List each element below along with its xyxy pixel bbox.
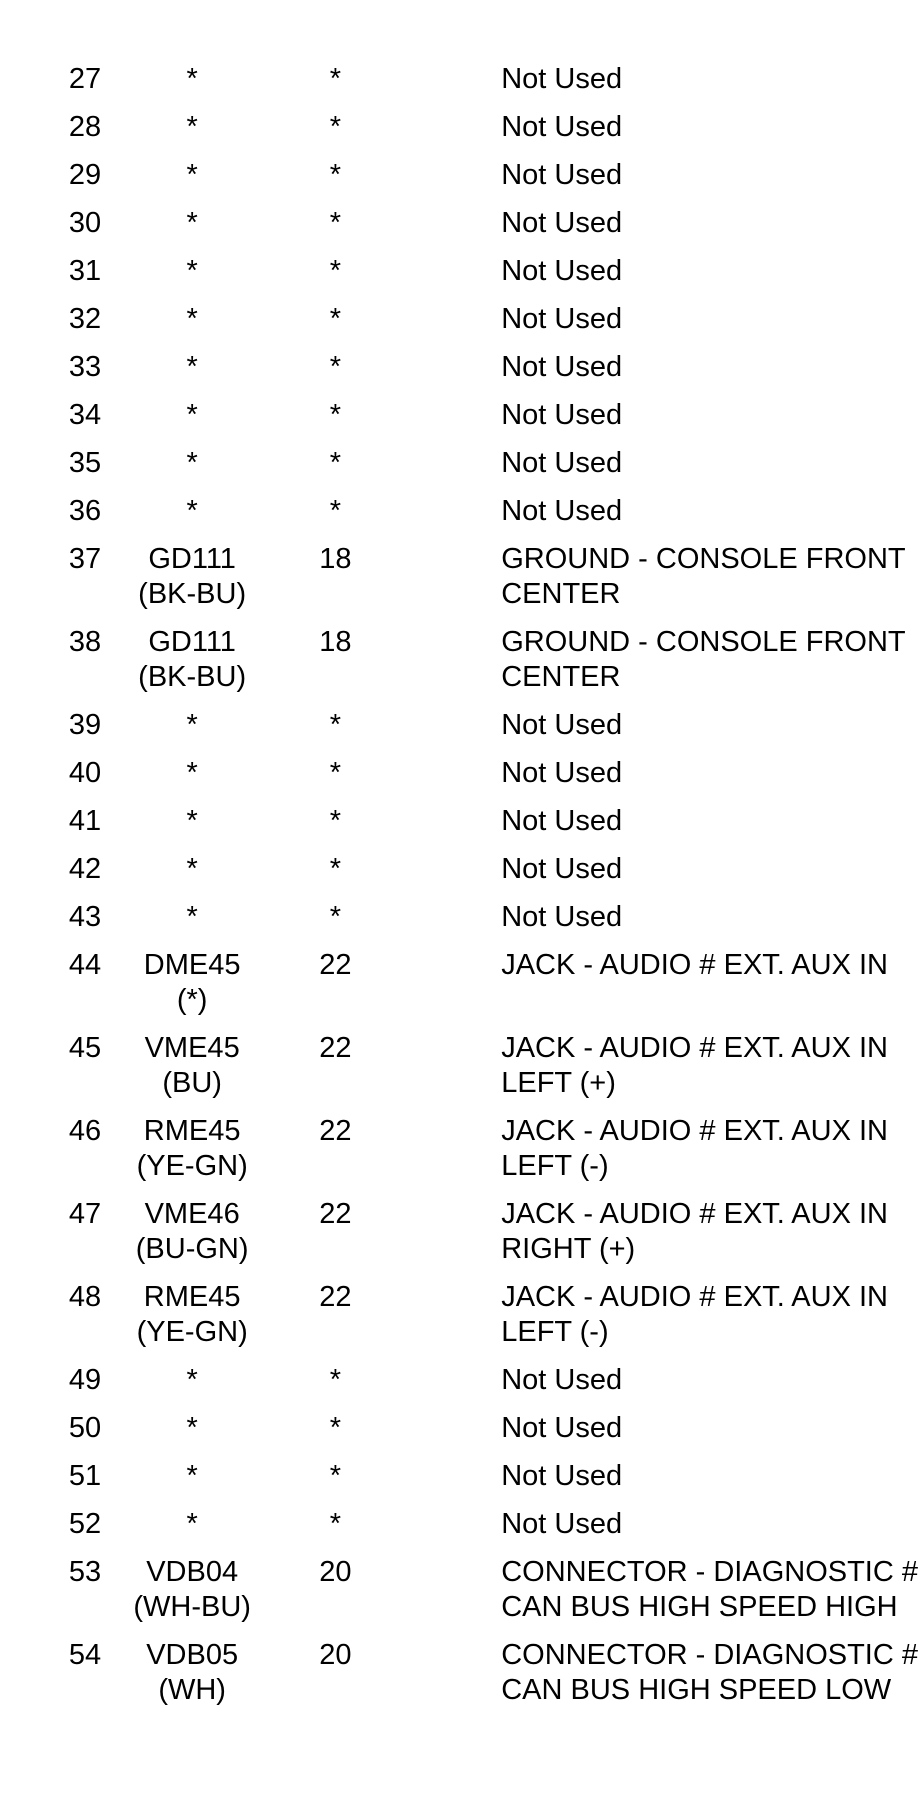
- pin-number: 39: [68, 709, 102, 741]
- wire-gauge: *: [329, 351, 342, 383]
- pin-number: 45: [68, 1032, 102, 1064]
- circuit-code: *: [186, 399, 198, 431]
- gauge-cell: [258, 254, 400, 302]
- pin-row: [0, 350, 918, 398]
- pin-number: 37: [68, 543, 102, 575]
- circuit-cell: [127, 1363, 258, 1411]
- function-cell: [399, 494, 918, 542]
- circuit-code: *: [186, 447, 198, 479]
- gauge-cell: [258, 1280, 400, 1363]
- function-text: CONNECTOR - DIAGNOSTIC #: [501, 1639, 918, 1671]
- function-cell: [399, 1459, 918, 1507]
- circuit-code: DME45: [143, 949, 241, 981]
- function-text: Not Used: [501, 1364, 623, 1396]
- gauge-cell: [258, 62, 400, 110]
- pin-number: 52: [68, 1508, 102, 1540]
- wire-gauge: *: [329, 1364, 342, 1396]
- wire-gauge: *: [329, 1412, 342, 1444]
- function-cell: [399, 625, 918, 708]
- wire-gauge: *: [329, 111, 342, 143]
- function-cell: [399, 1638, 918, 1721]
- circuit-cell: [127, 756, 258, 804]
- function-text: Not Used: [501, 255, 623, 287]
- pin-row: [0, 804, 918, 852]
- pin-number: 36: [68, 495, 102, 527]
- pin-number: 27: [68, 63, 102, 95]
- wire-gauge: 22: [319, 1281, 352, 1313]
- wire-gauge: *: [329, 901, 342, 933]
- gauge-cell: [258, 1031, 400, 1114]
- circuit-cell: [127, 158, 258, 206]
- wire-gauge: *: [329, 303, 342, 335]
- circuit-code: *: [186, 757, 198, 789]
- circuit-code: RME45: [143, 1281, 241, 1313]
- pin-number: 29: [68, 159, 102, 191]
- pin-number: 54: [68, 1639, 102, 1671]
- pin-number-cell: [0, 1197, 127, 1280]
- function-cell: [399, 446, 918, 494]
- gauge-cell: [258, 158, 400, 206]
- circuit-cell: [127, 1555, 258, 1638]
- pin-row: [0, 625, 918, 708]
- function-text: JACK - AUDIO # EXT. AUX IN: [501, 1198, 888, 1230]
- pin-number-cell: [0, 625, 127, 708]
- pin-row: [0, 1280, 918, 1363]
- wire-gauge: *: [329, 63, 342, 95]
- circuit-cell: [127, 852, 258, 900]
- circuit-cell: [127, 542, 258, 625]
- pin-number-cell: [0, 110, 127, 158]
- function-cell: [399, 708, 918, 756]
- pin-number: 44: [68, 949, 102, 981]
- wire-color: (BU-GN): [135, 1233, 249, 1265]
- function-text: LEFT (-): [501, 1316, 609, 1348]
- circuit-code: GD111: [148, 626, 236, 658]
- wire-color: (YE-GN): [136, 1150, 248, 1182]
- gauge-cell: [258, 398, 400, 446]
- gauge-cell: [258, 1507, 400, 1555]
- circuit-cell: [127, 446, 258, 494]
- pin-number: 53: [68, 1556, 102, 1588]
- circuit-code: VME45: [144, 1032, 240, 1064]
- gauge-cell: [258, 948, 400, 1031]
- function-cell: [399, 206, 918, 254]
- function-text: Not Used: [501, 303, 623, 335]
- function-cell: [399, 350, 918, 398]
- circuit-cell: [127, 1638, 258, 1721]
- circuit-code: *: [186, 1364, 198, 1396]
- circuit-cell: [127, 254, 258, 302]
- function-text: CONNECTOR - DIAGNOSTIC #: [501, 1556, 918, 1588]
- pin-number: 34: [68, 399, 102, 431]
- wire-color: (BU): [162, 1067, 222, 1099]
- circuit-code: *: [186, 255, 198, 287]
- function-cell: [399, 1280, 918, 1363]
- wire-gauge: 20: [319, 1639, 352, 1671]
- gauge-cell: [258, 756, 400, 804]
- wire-gauge: *: [329, 447, 342, 479]
- circuit-cell: [127, 1507, 258, 1555]
- circuit-code: RME45: [143, 1115, 241, 1147]
- pin-row: [0, 708, 918, 756]
- wire-gauge: *: [329, 159, 342, 191]
- function-text: LEFT (+): [501, 1067, 616, 1099]
- circuit-code: *: [186, 303, 198, 335]
- function-cell: [399, 1411, 918, 1459]
- function-cell: [399, 1031, 918, 1114]
- circuit-cell: [127, 708, 258, 756]
- circuit-cell: [127, 206, 258, 254]
- pinout-rows: [0, 62, 918, 1721]
- wire-gauge: *: [329, 709, 342, 741]
- gauge-cell: [258, 1197, 400, 1280]
- pin-row: [0, 158, 918, 206]
- wire-color: (WH): [158, 1674, 226, 1706]
- circuit-cell: [127, 62, 258, 110]
- function-text: GROUND - CONSOLE FRONT: [501, 626, 906, 658]
- wire-gauge: *: [329, 399, 342, 431]
- function-cell: [399, 158, 918, 206]
- function-text: Not Used: [501, 351, 623, 383]
- function-text: Not Used: [501, 1460, 623, 1492]
- wire-gauge: *: [329, 207, 342, 239]
- circuit-code: *: [186, 159, 198, 191]
- gauge-cell: [258, 804, 400, 852]
- function-text: CAN BUS HIGH SPEED LOW: [501, 1674, 892, 1706]
- wire-gauge: 22: [319, 1115, 352, 1147]
- pin-number-cell: [0, 206, 127, 254]
- circuit-code: *: [186, 351, 198, 383]
- function-cell: [399, 900, 918, 948]
- pin-number-cell: [0, 708, 127, 756]
- pin-number: 33: [68, 351, 102, 383]
- circuit-cell: [127, 948, 258, 1031]
- function-text: Not Used: [501, 495, 623, 527]
- pin-number-cell: [0, 948, 127, 1031]
- wire-color: (YE-GN): [136, 1316, 248, 1348]
- function-text: RIGHT (+): [501, 1233, 636, 1265]
- function-cell: [399, 254, 918, 302]
- pin-row: [0, 494, 918, 542]
- pin-number: 50: [68, 1412, 102, 1444]
- circuit-cell: [127, 1031, 258, 1114]
- gauge-cell: [258, 1555, 400, 1638]
- pin-number-cell: [0, 1638, 127, 1721]
- wire-gauge: 20: [319, 1556, 352, 1588]
- circuit-cell: [127, 1114, 258, 1197]
- function-text: JACK - AUDIO # EXT. AUX IN: [501, 1281, 888, 1313]
- function-cell: [399, 948, 918, 1031]
- pin-number: 38: [68, 626, 102, 658]
- circuit-cell: [127, 350, 258, 398]
- circuit-code: *: [186, 111, 198, 143]
- pin-number: 35: [68, 447, 102, 479]
- function-text: CAN BUS HIGH SPEED HIGH: [501, 1591, 898, 1623]
- pin-row: [0, 1555, 918, 1638]
- circuit-cell: [127, 804, 258, 852]
- circuit-cell: [127, 900, 258, 948]
- pin-number-cell: [0, 254, 127, 302]
- pin-row: [0, 852, 918, 900]
- pin-row: [0, 756, 918, 804]
- pin-number: 49: [68, 1364, 102, 1396]
- pin-number-cell: [0, 1411, 127, 1459]
- wire-gauge: 18: [319, 543, 352, 575]
- circuit-cell: [127, 398, 258, 446]
- pin-row: [0, 948, 918, 1031]
- gauge-cell: [258, 446, 400, 494]
- wire-gauge: *: [329, 1508, 342, 1540]
- function-text: Not Used: [501, 159, 623, 191]
- gauge-cell: [258, 302, 400, 350]
- pin-number-cell: [0, 1280, 127, 1363]
- pin-number: 42: [68, 853, 102, 885]
- function-cell: [399, 1114, 918, 1197]
- circuit-code: VME46: [144, 1198, 240, 1230]
- circuit-cell: [127, 1459, 258, 1507]
- function-text: JACK - AUDIO # EXT. AUX IN: [501, 949, 888, 981]
- pin-row: [0, 900, 918, 948]
- connector-pinout-table: [0, 62, 918, 1721]
- function-text: Not Used: [501, 1508, 623, 1540]
- pin-row: [0, 1114, 918, 1197]
- function-text: Not Used: [501, 901, 623, 933]
- wire-color: (BK-BU): [138, 661, 247, 693]
- function-text: Not Used: [501, 1412, 623, 1444]
- pin-number-cell: [0, 542, 127, 625]
- circuit-code: *: [186, 901, 198, 933]
- pin-row: [0, 302, 918, 350]
- pin-number-cell: [0, 1114, 127, 1197]
- function-text: Not Used: [501, 853, 623, 885]
- pin-number-cell: [0, 446, 127, 494]
- function-text: Not Used: [501, 709, 623, 741]
- gauge-cell: [258, 852, 400, 900]
- pin-row: [0, 1411, 918, 1459]
- pin-row: [0, 110, 918, 158]
- pin-row: [0, 1197, 918, 1280]
- circuit-code: GD111: [148, 543, 236, 575]
- pin-number: 28: [68, 111, 102, 143]
- circuit-code: *: [186, 1460, 198, 1492]
- pin-row: [0, 1459, 918, 1507]
- pin-number-cell: [0, 350, 127, 398]
- gauge-cell: [258, 1114, 400, 1197]
- circuit-cell: [127, 1280, 258, 1363]
- function-text: Not Used: [501, 805, 623, 837]
- circuit-code: *: [186, 495, 198, 527]
- gauge-cell: [258, 1638, 400, 1721]
- function-cell: [399, 852, 918, 900]
- wire-gauge: *: [329, 853, 342, 885]
- pin-number-cell: [0, 62, 127, 110]
- pin-number: 30: [68, 207, 102, 239]
- circuit-code: *: [186, 805, 198, 837]
- pin-row: [0, 206, 918, 254]
- gauge-cell: [258, 350, 400, 398]
- wire-gauge: *: [329, 757, 342, 789]
- pin-number: 48: [68, 1281, 102, 1313]
- function-text: CENTER: [501, 578, 621, 610]
- function-text: Not Used: [501, 207, 623, 239]
- pin-number-cell: [0, 756, 127, 804]
- circuit-code: VDB05: [146, 1639, 239, 1671]
- pin-row: [0, 62, 918, 110]
- function-cell: [399, 1507, 918, 1555]
- pin-row: [0, 1031, 918, 1114]
- pin-number-cell: [0, 398, 127, 446]
- function-cell: [399, 542, 918, 625]
- pin-number-cell: [0, 1031, 127, 1114]
- function-text: Not Used: [501, 447, 623, 479]
- wire-color: (WH-BU): [133, 1591, 251, 1623]
- function-cell: [399, 302, 918, 350]
- gauge-cell: [258, 708, 400, 756]
- pin-row: [0, 1638, 918, 1721]
- circuit-code: *: [186, 63, 198, 95]
- pin-number-cell: [0, 1363, 127, 1411]
- circuit-cell: [127, 494, 258, 542]
- function-cell: [399, 756, 918, 804]
- pin-row: [0, 398, 918, 446]
- circuit-cell: [127, 302, 258, 350]
- function-cell: [399, 1197, 918, 1280]
- pin-number: 51: [68, 1460, 102, 1492]
- circuit-cell: [127, 625, 258, 708]
- function-text: Not Used: [501, 757, 623, 789]
- circuit-code: *: [186, 853, 198, 885]
- pin-number-cell: [0, 1555, 127, 1638]
- wire-gauge: 22: [319, 949, 352, 981]
- function-cell: [399, 1555, 918, 1638]
- function-text: CENTER: [501, 661, 621, 693]
- function-text: LEFT (-): [501, 1150, 609, 1182]
- wire-gauge: *: [329, 1460, 342, 1492]
- gauge-cell: [258, 1459, 400, 1507]
- function-text: GROUND - CONSOLE FRONT: [501, 543, 906, 575]
- pin-number-cell: [0, 494, 127, 542]
- wire-gauge: 22: [319, 1198, 352, 1230]
- pin-number: 31: [68, 255, 102, 287]
- function-text: JACK - AUDIO # EXT. AUX IN: [501, 1115, 888, 1147]
- pin-row: [0, 1507, 918, 1555]
- gauge-cell: [258, 110, 400, 158]
- pin-number-cell: [0, 852, 127, 900]
- pin-number-cell: [0, 1507, 127, 1555]
- wire-gauge: 22: [319, 1032, 352, 1064]
- pin-number: 40: [68, 757, 102, 789]
- circuit-cell: [127, 1411, 258, 1459]
- function-cell: [399, 398, 918, 446]
- circuit-code: VDB04: [146, 1556, 239, 1588]
- function-text: Not Used: [501, 399, 623, 431]
- wire-color: (BK-BU): [138, 578, 247, 610]
- circuit-code: *: [186, 1412, 198, 1444]
- wire-gauge: 18: [319, 626, 352, 658]
- circuit-cell: [127, 1197, 258, 1280]
- pin-number-cell: [0, 302, 127, 350]
- function-cell: [399, 804, 918, 852]
- function-cell: [399, 110, 918, 158]
- gauge-cell: [258, 625, 400, 708]
- pin-number: 43: [68, 901, 102, 933]
- pin-number-cell: [0, 158, 127, 206]
- pin-row: [0, 254, 918, 302]
- gauge-cell: [258, 206, 400, 254]
- gauge-cell: [258, 494, 400, 542]
- pin-number: 47: [68, 1198, 102, 1230]
- pin-row: [0, 542, 918, 625]
- circuit-code: *: [186, 709, 198, 741]
- function-cell: [399, 62, 918, 110]
- pin-number: 46: [68, 1115, 102, 1147]
- function-text: Not Used: [501, 63, 623, 95]
- circuit-code: *: [186, 1508, 198, 1540]
- gauge-cell: [258, 1363, 400, 1411]
- gauge-cell: [258, 542, 400, 625]
- wire-color: (*): [176, 984, 208, 1016]
- circuit-code: *: [186, 207, 198, 239]
- gauge-cell: [258, 900, 400, 948]
- pin-number-cell: [0, 1459, 127, 1507]
- pin-number: 32: [68, 303, 102, 335]
- gauge-cell: [258, 1411, 400, 1459]
- wire-gauge: *: [329, 805, 342, 837]
- function-text: Not Used: [501, 111, 623, 143]
- pin-number-cell: [0, 900, 127, 948]
- pin-row: [0, 1363, 918, 1411]
- function-cell: [399, 1363, 918, 1411]
- function-text: JACK - AUDIO # EXT. AUX IN: [501, 1032, 888, 1064]
- circuit-cell: [127, 110, 258, 158]
- wire-gauge: *: [329, 255, 342, 287]
- pin-number: 41: [68, 805, 102, 837]
- pin-row: [0, 446, 918, 494]
- pin-number-cell: [0, 804, 127, 852]
- wire-gauge: *: [329, 495, 342, 527]
